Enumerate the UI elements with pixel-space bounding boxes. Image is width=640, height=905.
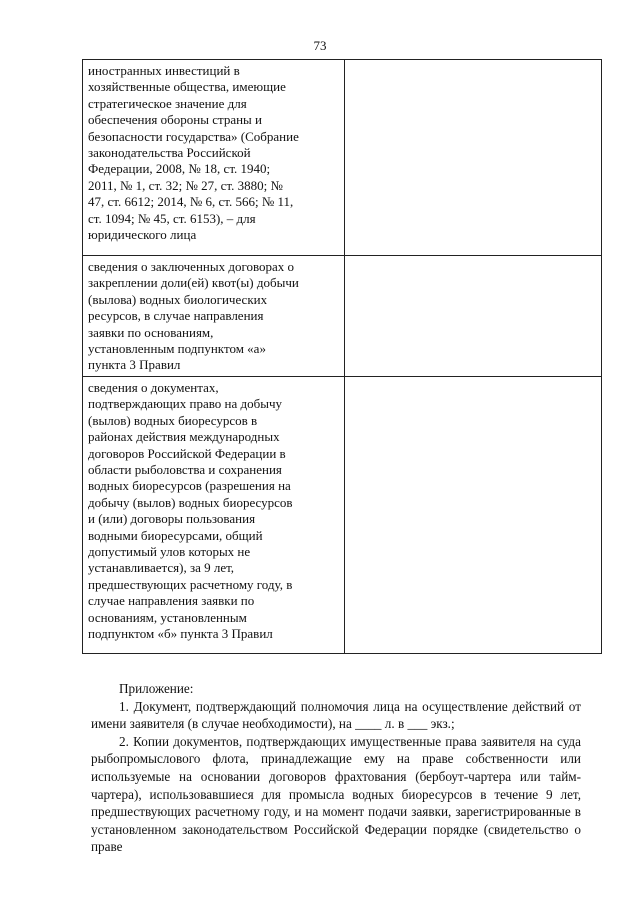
table-cell-description bbox=[83, 377, 345, 654]
table-cell-value bbox=[345, 60, 602, 256]
table-cell-description bbox=[83, 60, 345, 256]
table-row bbox=[83, 60, 602, 256]
cell-text: иностранных инвестиций в хозяйственные общества, имеющие стратегическое значение для обеспечения обороны страны и безопасности государства» (Собрание законодательства Российской Федерации, 2008, № 18, ст. 1940; 2011, № 1, ст. 32; № 27, ст. 3880; № 47, ст. 6612; 2014, № 6, ст. 566; № 11, ст. 1094; № 45, ст. 6153), – для юридического лица bbox=[88, 63, 299, 243]
appendix-item-1: 1. Документ, подтверждающий полномочия лица на осуществление действий от имени заявителя (в случае необходимости), на ____ л. в ___ экз.; bbox=[91, 698, 581, 732]
page-number: 73 bbox=[313, 38, 327, 53]
table-row bbox=[83, 377, 602, 654]
table-cell-value bbox=[345, 377, 602, 654]
table-cell-description bbox=[83, 256, 345, 377]
appendix-title: Приложение: bbox=[119, 681, 194, 696]
table-cell-value bbox=[345, 256, 602, 377]
appendix-item-2: 2. Копии документов, подтверждающих имущественные права заявителя на суда рыбопромыслового флота, принадлежащие ему на праве собственности или используемые на основании договоров фрахтования (бербоут-чартера или тайм-чартера), использовавшиеся для промысла водных биоресурсов в течение 9 лет, предшествующих расчетному году, и на момент подачи заявки, зарегистрированные в установленном законодательством Российской Федерации порядке (свидетельство о праве bbox=[91, 733, 581, 855]
cell-text: сведения о заключенных договорах о закреплении доли(ей) квот(ы) добычи (вылова) водных биологических ресурсов, в случае направления заявки по основаниям, установленным подпунктом «а» пункта 3 Правил bbox=[88, 259, 299, 373]
cell-text: сведения о документах, подтверждающих право на добычу (вылов) водных биоресурсов в районах действия международных договоров Российской Федерации в области рыболовства и сохранения водных биоресурсов (разрешения на добычу (вылов) водных биоресурсов и (или) договоры пользования водными биоресурсами, общий допустимый улов которых не устанавливается), за 9 лет, предшествующих расчетному году, в случае направления заявки по основаниям, установленным подпунктом «б» пункта 3 Правил bbox=[88, 380, 293, 642]
form-table bbox=[82, 59, 602, 654]
table-row bbox=[83, 256, 602, 377]
appendix-section bbox=[91, 680, 581, 856]
